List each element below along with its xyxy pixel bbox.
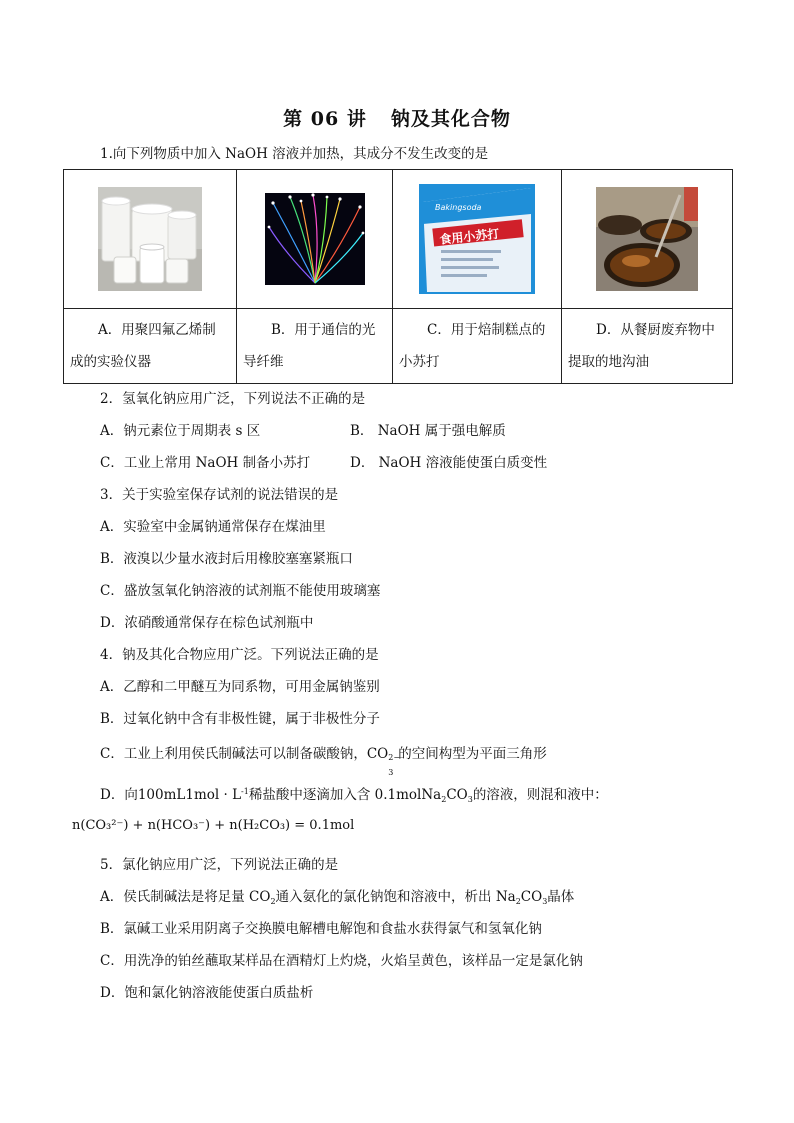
question-2-option-d: D． NaOH 溶液能使蛋白质变性 — [350, 455, 548, 471]
question-2-stem: 2．氢氧化钠应用广泛，下列说法不正确的是 — [100, 391, 366, 407]
waste-oil-image — [596, 187, 698, 291]
question-5-option-a: A．侯氏制碱法是将足量 $CO_2$通入氨化的氯化钠饱和溶液中，析出 $Na_2CO_3$晶体 — [100, 889, 575, 906]
question-4-option-b: B．过氧化钠中含有非极性键，属于非极性分子 — [100, 711, 380, 727]
question-5-option-c: C．用洗净的铂丝蘸取某样品在酒精灯上灼烧，火焰呈黄色，该样品一定是氯化钠 — [100, 953, 583, 969]
option-b-text: B．用于通信的光 导纤维 — [237, 309, 393, 384]
question-2-option-c: C．工业上常用 NaOH 制备小苏打 — [100, 455, 311, 471]
option-d-image-cell — [562, 170, 733, 309]
option-c-image-cell — [393, 170, 562, 309]
question-3-stem: 3．关于实验室保存试剂的说法错误的是 — [100, 487, 339, 503]
option-c-text: C．用于焙制糕点的 小苏打 — [393, 309, 562, 384]
lecture-topic: 钠及其化合物 — [390, 108, 511, 130]
question-4-option-c: C．工业上利用侯氏制碱法可以制备碳酸钠，CO 2− 3 的空间构型为平面三角形 — [100, 746, 547, 777]
question-3-option-a: A．实验室中金属钠通常保存在煤油里 — [100, 519, 326, 535]
package-label-text: 食用小苏打 — [438, 226, 500, 247]
lecture-number: 第 06 讲 — [283, 108, 367, 130]
option-a-text: A．用聚四氟乙烯制 成的实验仪器 — [64, 309, 237, 384]
baking-soda-package-image — [419, 184, 535, 294]
question-5-stem: 5．氯化钠应用广泛，下列说法正确的是 — [100, 857, 339, 873]
question-5-option-d: D．饱和氯化钠溶液能使蛋白质盐析 — [100, 985, 314, 1001]
question-2-option-b: B． NaOH 属于强电解质 — [350, 423, 506, 439]
option-d-text: D．从餐厨废弃物中 提取的地沟油 — [562, 309, 733, 384]
question-1-options-table — [63, 169, 733, 384]
question-3-option-d: D．浓硝酸通常保存在棕色试剂瓶中 — [100, 615, 314, 631]
option-a-image-cell — [64, 170, 237, 309]
question-4-formula: n(CO₃²⁻) + n(HCO₃⁻) + n(H₂CO₃) = 0.1mol — [72, 818, 355, 833]
question-3-option-b: B．液溴以少量水液封后用橡胶塞塞紧瓶口 — [100, 551, 353, 567]
package-brand-text: Bakingsoda — [435, 203, 482, 212]
ptfe-labware-image — [98, 187, 202, 291]
question-4-stem: 4．钠及其化合物应用广泛。下列说法正确的是 — [100, 647, 379, 663]
question-2-option-a: A．钠元素位于周期表 s 区 — [100, 423, 261, 439]
question-3-option-c: C．盛放氢氧化钠溶液的试剂瓶不能使用玻璃塞 — [100, 583, 381, 599]
question-4-option-a: A．乙醇和二甲醚互为同系物，可用金属钠鉴别 — [100, 679, 380, 695]
optical-fiber-image — [265, 193, 365, 285]
page-title — [0, 104, 794, 131]
question-1-stem: 1.向下列物质中加入 NaOH 溶液并加热，其成分不发生改变的是 — [100, 146, 489, 162]
option-b-image-cell — [237, 170, 393, 309]
question-4-option-d: D．向$100mL1mol \cdot L^{-1}$稀盐酸中逐滴加入含 $0.1molNa_2CO_3$的溶液，则混和液中： — [100, 787, 608, 804]
question-5-option-b: B．氯碱工业采用阴离子交换膜电解槽电解饱和食盐水获得氯气和氢氧化钠 — [100, 921, 542, 937]
